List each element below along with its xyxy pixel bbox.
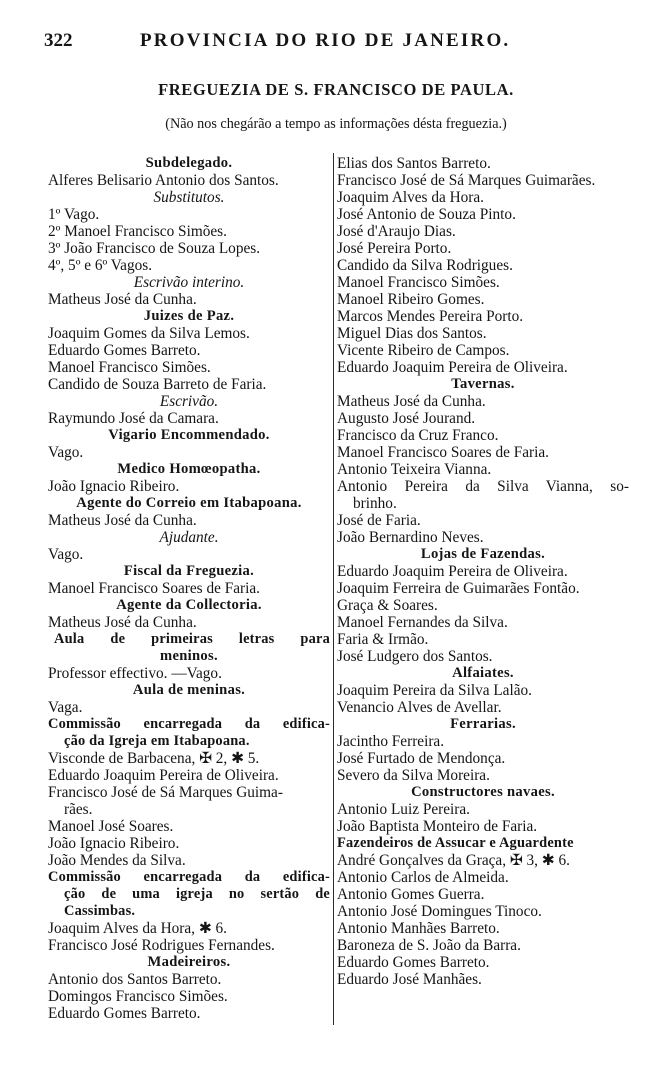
correio-heading: Agente do Correio em Itabapoana. — [76, 495, 302, 511]
fazendeiro-entry: André Gonçalves da Graça, ✠ 3, ✱ 6. — [337, 852, 570, 869]
escrivao-entry: Raymundo José da Camara. — [48, 410, 219, 427]
negociante-entry: Manoel Francisco Simões. — [337, 274, 500, 291]
fazendeiro-entry: Antonio Carlos de Almeida. — [337, 869, 509, 886]
aula-meninas-entry: Vaga. — [48, 699, 83, 716]
aula-primeiras-heading-cont: meninos. — [160, 648, 218, 664]
negociante-entry: José d'Araujo Dias. — [337, 223, 456, 240]
vigario-heading: Vigario Encommendado. — [108, 427, 270, 443]
escrivao-interino-heading: Escrivão interino. — [133, 274, 245, 291]
alfaiate-entry: Venancio Alves de Avellar. — [337, 699, 502, 716]
madeireiro-entry: Antonio dos Santos Barreto. — [48, 971, 222, 988]
aula-primeiras-entry: Professor effectivo. —Vago. — [48, 665, 222, 682]
fazendeiro-entry: Antonio José Domingues Tinoco. — [337, 903, 542, 920]
fazendeiro-entry: Antonio Gomes Guerra. — [337, 886, 485, 903]
subdelegado-heading: Subdelegado. — [145, 155, 233, 171]
ferraria-entry: José Furtado de Mendonça. — [337, 750, 506, 767]
collectoria-heading: Agente da Collectoria. — [116, 597, 262, 613]
negociante-entry: Francisco José de Sá Marques Guimarães. — [337, 172, 596, 189]
negociante-entry: Vicente Ribeiro de Campos. — [337, 342, 510, 359]
taverna-entry: Antonio Teixeira Vianna. — [337, 461, 492, 478]
loja-entry: Graça & Soares. — [337, 597, 438, 614]
commissao2-heading-cont: ção de uma igreja no sertão de — [64, 886, 330, 902]
negociante-entry: Marcos Mendes Pereira Porto. — [337, 308, 524, 325]
juizes-heading: Juizes de Paz. — [143, 308, 235, 324]
alfaiates-heading: Alfaiates. — [452, 665, 514, 681]
negociante-entry: Candido da Silva Rodrigues. — [337, 257, 513, 274]
section-note: (Não nos chegárão a tempo as informações désta freguezia.) — [165, 116, 507, 132]
commissao1-heading: Commissão encarregada da edifica- — [48, 716, 330, 732]
commissao1-entry: Manoel José Soares. — [48, 818, 174, 835]
vigario-entry: Vago. — [48, 444, 84, 461]
negociante-entry: José Pereira Porto. — [337, 240, 452, 257]
loja-entry: Eduardo Joaquim Pereira de Oliveira. — [337, 563, 568, 580]
loja-entry: Faria & Irmão. — [337, 631, 429, 648]
correio-entry: Matheus José da Cunha. — [48, 512, 197, 529]
ajudante-heading: Ajudante. — [159, 529, 219, 546]
commissao1-heading-cont: ção da Igreja em Itabapoana. — [64, 733, 250, 749]
commissao1-entry: Eduardo Joaquim Pereira de Oliveira. — [48, 767, 279, 784]
madeireiro-entry: Domingos Francisco Simões. — [48, 988, 228, 1005]
lojas-heading: Lojas de Fazendas. — [420, 546, 546, 562]
madeireiro-entry: Eduardo Gomes Barreto. — [48, 1005, 201, 1022]
taverna-entry: José de Faria. — [337, 512, 421, 529]
tavernas-heading: Tavernas. — [451, 376, 515, 392]
medico-heading: Medico Homœopatha. — [117, 461, 261, 477]
ajudante-entry: Vago. — [48, 546, 84, 563]
commissao2-entry: Francisco José Rodrigues Fernandes. — [48, 937, 275, 954]
negociante-entry: Joaquim Alves da Hora. — [337, 189, 484, 206]
substituto-entry: 3º João Francisco de Souza Lopes. — [48, 240, 261, 257]
left-column — [48, 155, 330, 1022]
commissao2-heading-cont: Cassimbas. — [64, 903, 136, 919]
taverna-entry: João Bernardino Neves. — [337, 529, 484, 546]
juiz-entry: Manoel Francisco Simões. — [48, 359, 211, 376]
taverna-entry: Francisco da Cruz Franco. — [337, 427, 499, 444]
fiscal-entry: Manoel Francisco Soares de Faria. — [48, 580, 260, 597]
aula-meninas-heading: Aula de meninas. — [132, 682, 246, 698]
fazendeiro-entry: Eduardo José Manhães. — [337, 971, 482, 988]
constructor-entry: João Baptista Monteiro de Faria. — [337, 818, 538, 835]
negociante-entry: José Antonio de Souza Pinto. — [337, 206, 516, 223]
escrivao-interino-entry: Matheus José da Cunha. — [48, 291, 197, 308]
negociante-entry: Miguel Dias dos Santos. — [337, 325, 487, 342]
taverna-entry: Augusto José Jourand. — [337, 410, 476, 427]
aula-primeiras-heading: Aula de primeiras letras para — [54, 631, 330, 647]
commissao1-entry: João Ignacio Ribeiro. — [48, 835, 180, 852]
fiscal-heading: Fiscal da Freguezia. — [123, 563, 255, 579]
page-number: 322 — [44, 30, 73, 51]
ferrarias-heading: Ferrarias. — [450, 716, 516, 732]
running-title: PROVINCIA DO RIO DE JANEIRO. — [140, 30, 511, 51]
commissao2-heading: Commissão encarregada da edifica- — [48, 869, 330, 885]
juiz-entry: Eduardo Gomes Barreto. — [48, 342, 201, 359]
commissao2-entry: Joaquim Alves da Hora, ✱ 6. — [48, 920, 227, 937]
negociante-entry: Eduardo Joaquim Pereira de Oliveira. — [337, 359, 568, 376]
substituto-entry: 4º, 5º e 6º Vagos. — [48, 257, 153, 274]
commissao1-entry: Francisco José de Sá Marques Guima- — [48, 784, 283, 801]
loja-entry: Manoel Fernandes da Silva. — [337, 614, 508, 631]
right-column — [337, 155, 629, 988]
column-divider — [333, 153, 334, 1025]
subdelegado-entry: Alferes Belisario Antonio dos Santos. — [48, 172, 279, 189]
commissao1-entry: Visconde de Barbacena, ✠ 2, ✱ 5. — [48, 750, 260, 767]
substituto-entry: 2º Manoel Francisco Simões. — [48, 223, 227, 240]
taverna-entry: Antonio Pereira da Silva Vianna, so- — [337, 478, 629, 495]
escrivao-heading: Escrivão. — [159, 393, 219, 410]
ferraria-entry: Jacintho Ferreira. — [337, 733, 445, 750]
constructor-entry: Antonio Luiz Pereira. — [337, 801, 470, 818]
fazendeiro-entry: Antonio Manhães Barreto. — [337, 920, 500, 937]
substitutos-heading: Substitutos. — [153, 189, 225, 206]
juiz-entry: Joaquim Gomes da Silva Lemos. — [48, 325, 250, 342]
medico-entry: João Ignacio Ribeiro. — [48, 478, 180, 495]
fazendeiros-heading: Fazendeiros de Assucar e Aguardente — [337, 835, 574, 851]
commissao1-entry: João Mendes da Silva. — [48, 852, 186, 869]
negociante-entry: Elias dos Santos Barreto. — [337, 155, 491, 172]
commissao1-entry-cont: rães. — [64, 801, 93, 818]
section-title: FREGUEZIA DE S. FRANCISCO DE PAULA. — [158, 80, 514, 99]
alfaiate-entry: Joaquim Pereira da Silva Lalão. — [337, 682, 532, 699]
collectoria-entry: Matheus José da Cunha. — [48, 614, 197, 631]
substituto-entry: 1º Vago. — [48, 206, 100, 223]
taverna-entry: Manoel Francisco Soares de Faria. — [337, 444, 549, 461]
madeireiros-heading: Madeireiros. — [147, 954, 231, 970]
taverna-entry: Matheus José da Cunha. — [337, 393, 486, 410]
juiz-entry: Candido de Souza Barreto de Faria. — [48, 376, 267, 393]
fazendeiro-entry: Baroneza de S. João da Barra. — [337, 937, 521, 954]
fazendeiro-entry: Eduardo Gomes Barreto. — [337, 954, 490, 971]
constructores-heading: Constructores navaes. — [411, 784, 555, 800]
loja-entry: José Ludgero dos Santos. — [337, 648, 493, 665]
ferraria-entry: Severo da Silva Moreira. — [337, 767, 490, 784]
negociante-entry: Manoel Ribeiro Gomes. — [337, 291, 485, 308]
page-header — [44, 28, 644, 54]
loja-entry: Joaquim Ferreira de Guimarães Fontão. — [337, 580, 580, 597]
taverna-entry-cont: brinho. — [353, 495, 397, 512]
